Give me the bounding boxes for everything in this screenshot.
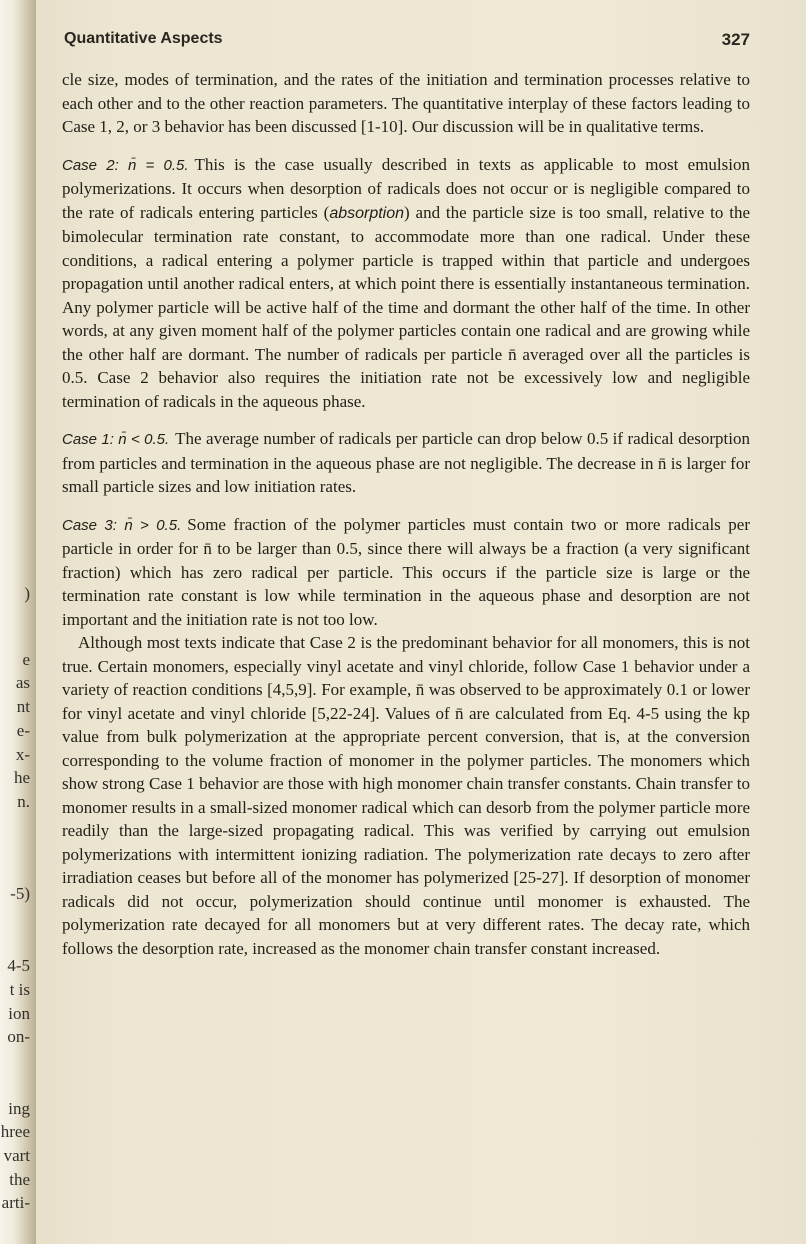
facing-page-edge: [0, 0, 36, 1244]
term-absorption: absorption: [329, 204, 405, 222]
case-1-heading: Case 1: n̄ < 0.5.: [62, 431, 170, 448]
running-head: Quantitative Aspects: [64, 30, 223, 47]
case-3-heading: Case 3: n̄ > 0.5.: [62, 516, 182, 534]
gutter-fragment: ion: [8, 1004, 30, 1023]
page-header: [64, 30, 750, 56]
gutter-fragment: e-: [16, 721, 30, 740]
paragraph-case-2: [62, 153, 750, 414]
case-2-text-a: This is the case usually described in texts as applicable to most emulsion polymerizations. It occurs when desorption of radicals does not occur or is negligible compared to the rate of radicals entering particles (: [62, 154, 750, 222]
gutter-fragment: t is: [9, 980, 30, 999]
case-2-text-b: ) and the particle size is too small, relative to the bimolecular termination rate constant, to accommodate more than one radical. Under these conditions, a radical entering a polymer particle is trapped within that particle and undergoes propagation until another radical enters, at which point there is essentially instantaneous termination. Any polymer particle will be active half of the time and dormant the other half of the time. In other words, at any given moment half of the polymer particles contain one radical and are growing while the other half are dormant. The number of radicals per particle n̄ averaged over all the particles is 0.5. Case 2 behavior also requires the initiation rate not be excessively low and negligible termination of radicals in the aqueous phase.: [62, 202, 750, 411]
paragraph-intro: cle size, modes of termination, and the rates of the initiation and termination processes relative to each other and to the other reaction parameters. The quantitative interplay of these factors leading to Case 1, 2, or 3 behavior has been discussed [1-10]. Our discussion will be in qualitative terms.: [62, 70, 750, 136]
gutter-fragment: ing: [8, 1099, 30, 1118]
gutter-fragment: arti-: [1, 1193, 30, 1212]
case-3-text: Some fraction of the polymer particles must contain two or more radicals per particle in order for n̄ to be larger than 0.5, since there will always be a fraction (a very significant fraction) which has zero radical per particle. This occurs if the particle size is large or the termination rate constant is low while termination in the aqueous phase and desorption are not important and the initiation rate is not too low.: [62, 514, 750, 629]
case-1-text: The average number of radicals per particle can drop below 0.5 if radical desorption from particles and termination in the aqueous phase are not negligible. The decrease in n̄ is larger for small particle sizes and low initiation rates.: [62, 429, 750, 496]
gutter-fragment: the: [9, 1170, 30, 1189]
body-text: [62, 68, 750, 960]
gutter-fragment: on-: [7, 1027, 30, 1046]
gutter-fragment: as: [15, 673, 30, 692]
gutter-fragment: ): [24, 584, 30, 603]
gutter-fragment: 4-5: [7, 956, 30, 975]
gutter-fragment: x-: [15, 745, 30, 764]
gutter-fragment: n.: [17, 792, 30, 811]
case-2-heading: Case 2: n̄ = 0.5.: [62, 156, 189, 174]
gutter-fragment: e: [22, 650, 30, 669]
paragraph-case-3: [62, 513, 750, 632]
gutter-fragment: hree: [0, 1122, 30, 1141]
paragraph-case-1: [62, 427, 750, 499]
gutter-fragment: vart: [3, 1146, 30, 1165]
gutter-fragment: he: [13, 768, 30, 787]
page-number: 327: [721, 30, 750, 49]
gutter-fragment: -5): [10, 884, 30, 903]
paragraph-discussion: Although most texts indicate that Case 2 is the predominant behavior for all monomers, this is not true. Certain monomers, especially vinyl acetate and vinyl chloride, follow Case 1 behavior under a variety of reaction conditions [4,5,9]. For example, n̄ was observed to be approximately 0.1 or lower for vinyl acetate and vinyl chloride [5,22-24]. Values of n̄ are calculated from Eq. 4-5 using the kp value from bulk polymerization at the appropriate percent conversion, that is, at the conversion corresponding to the volume fraction of monomer in the polymer particles. The monomers which show strong Case 1 behavior are those with high monomer chain transfer constants. Chain transfer to monomer results in a small-sized monomer radical which can desorb from the polymer particle more readily than the large-sized propagating radical. This was verified by carrying out emulsion polymerizations with intermittent ionizing radiation. The polymerization rate decays to zero after irradiation ceases but before all of the monomer has polymerized [25-27]. If desorption of monomer radicals did not occur, polymerization should continue until monomer is exhausted. The polymerization rate decayed for all monomers but at very different rates. The decay rate, which follows the desorption rate, increased as the monomer chain transfer constant increased.: [62, 633, 750, 958]
gutter-fragment: nt: [16, 697, 30, 716]
